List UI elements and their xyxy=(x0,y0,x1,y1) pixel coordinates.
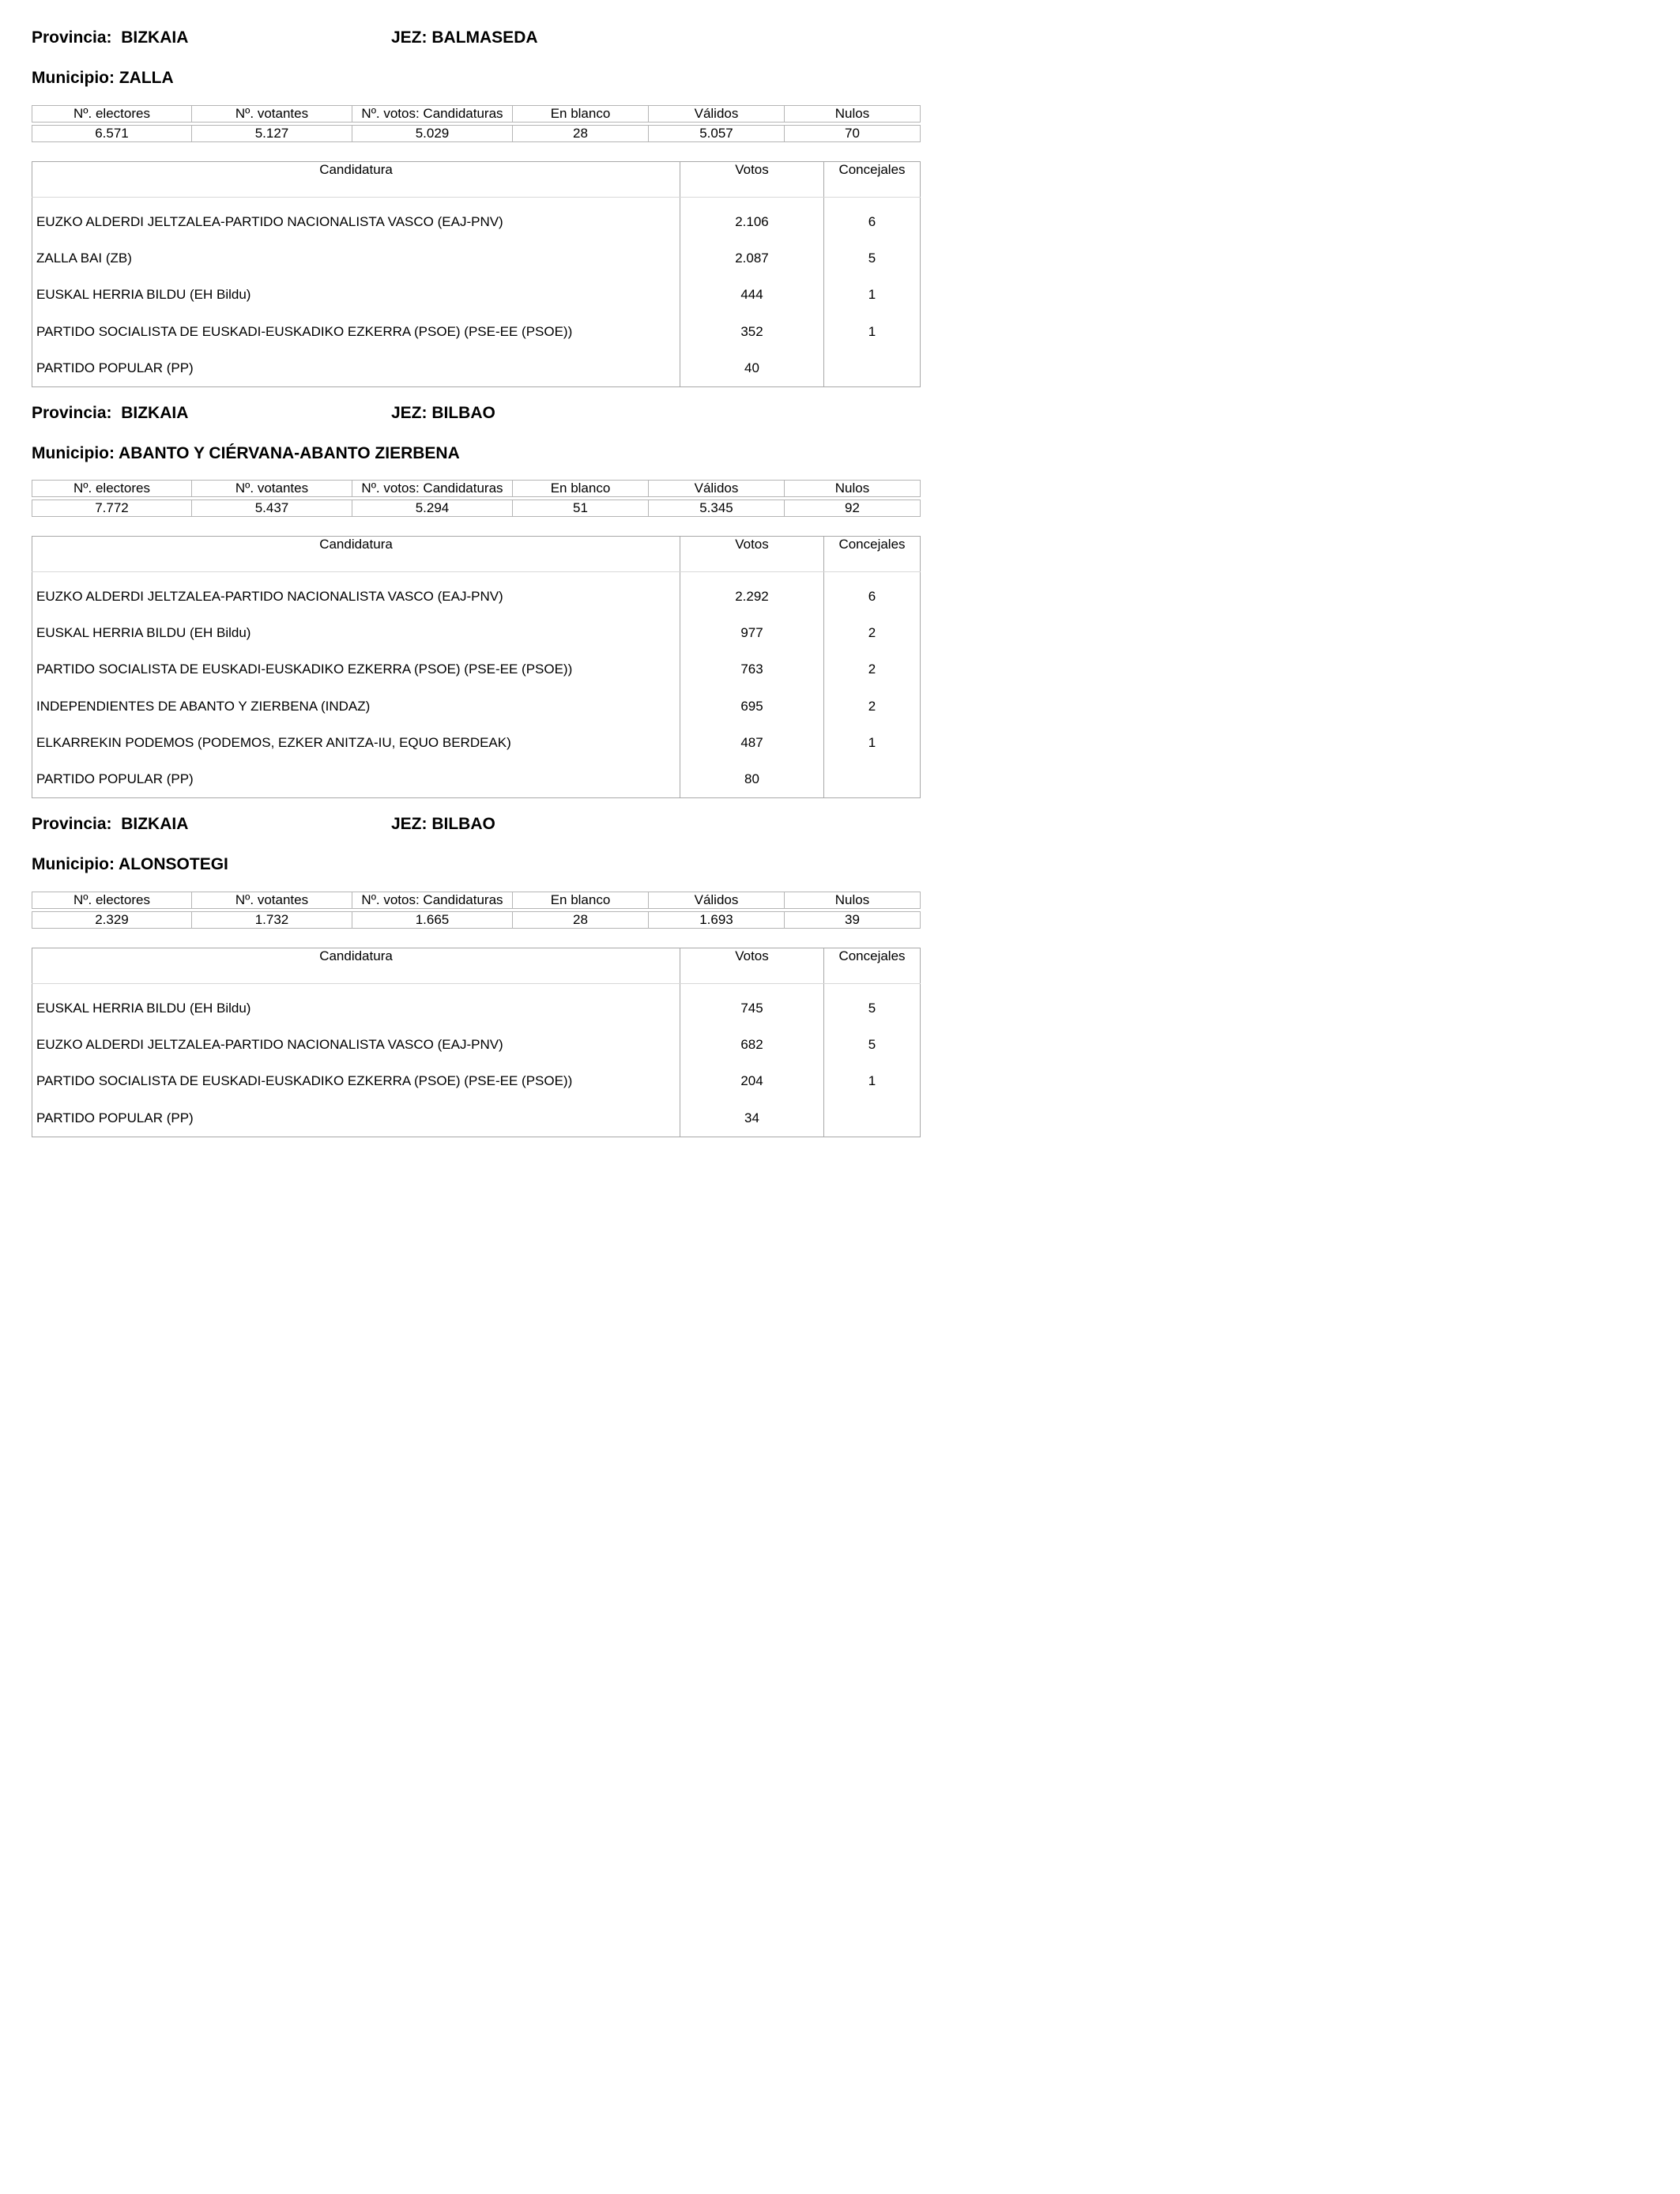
candidate-row xyxy=(32,579,921,615)
candidate-name: EUZKO ALDERDI JELTZALEA-PARTIDO NACIONALISTA VASCO (EAJ-PNV) xyxy=(32,579,680,615)
stats-value-nulos: 39 xyxy=(785,912,921,929)
candidatura-header: Candidatura xyxy=(32,537,680,572)
candidate-votes: 745 xyxy=(680,990,824,1027)
stats-value-validos: 1.693 xyxy=(649,912,785,929)
candidate-row xyxy=(32,1063,921,1099)
municipio-heading xyxy=(32,69,174,88)
candidate-name: EUSKAL HERRIA BILDU (EH Bildu) xyxy=(32,990,680,1027)
stats-value-nulos: 70 xyxy=(785,126,921,142)
candidate-name: EUZKO ALDERDI JELTZALEA-PARTIDO NACIONALISTA VASCO (EAJ-PNV) xyxy=(32,204,680,240)
jez-value: BILBAO xyxy=(431,404,495,422)
stats-value-electores: 7.772 xyxy=(32,500,192,517)
concejales-header: Concejales xyxy=(824,948,921,984)
stats-table xyxy=(32,105,921,142)
jez-value: BILBAO xyxy=(431,815,495,833)
candidate-row xyxy=(32,277,921,313)
stats-header-en-blanco: En blanco xyxy=(513,892,649,909)
stats-header-votantes: Nº. votantes xyxy=(192,892,352,909)
provincia-value: BIZKAIA xyxy=(121,404,189,422)
candidate-votes: 977 xyxy=(680,615,824,651)
candidate-name: PARTIDO SOCIALISTA DE EUSKADI-EUSKADIKO EZKERRA (PSOE) (PSE-EE (PSOE)) xyxy=(32,1063,680,1099)
candidate-row xyxy=(32,761,921,798)
candidate-concejales: 2 xyxy=(868,662,876,677)
municipio-label: Municipio: xyxy=(32,855,115,873)
jez-heading xyxy=(391,28,538,47)
candidate-concejales: 1 xyxy=(868,1073,876,1089)
candidate-name: PARTIDO SOCIALISTA DE EUSKADI-EUSKADIKO EZKERRA (PSOE) (PSE-EE (PSOE)) xyxy=(32,651,680,688)
candidate-row xyxy=(32,350,921,387)
candidate-votes: 444 xyxy=(680,277,824,313)
candidate-row xyxy=(32,240,921,277)
provincia-heading xyxy=(32,28,188,47)
stats-header-validos: Válidos xyxy=(649,892,785,909)
provincia-value: BIZKAIA xyxy=(121,28,189,47)
stats-header-nulos: Nulos xyxy=(785,106,921,123)
jez-label: JEZ: xyxy=(391,815,428,833)
jez-value: BALMASEDA xyxy=(431,28,538,47)
municipio-value: ABANTO Y CIÉRVANA-ABANTO ZIERBENA xyxy=(119,444,460,462)
stats-value-votantes: 5.437 xyxy=(192,500,352,517)
jez-heading xyxy=(391,404,495,423)
candidate-row xyxy=(32,725,921,761)
stats-header-electores: Nº. electores xyxy=(32,106,192,123)
provincia-value: BIZKAIA xyxy=(121,815,189,833)
candidate-votes: 40 xyxy=(680,350,824,387)
candidate-votes: 2.292 xyxy=(680,579,824,615)
candidate-row xyxy=(32,1100,921,1137)
candidate-votes: 2.087 xyxy=(680,240,824,277)
candidates-header-row xyxy=(32,537,921,572)
candidatura-header: Candidatura xyxy=(32,162,680,198)
candidate-name: PARTIDO POPULAR (PP) xyxy=(32,1100,680,1137)
votos-header: Votos xyxy=(680,948,824,984)
candidate-concejales: 6 xyxy=(868,214,876,230)
provincia-heading xyxy=(32,404,188,423)
provincia-heading xyxy=(32,815,188,834)
candidate-row xyxy=(32,688,921,725)
candidate-row xyxy=(32,990,921,1027)
stats-value-votos-candidaturas: 5.029 xyxy=(352,126,513,142)
stats-header-row xyxy=(32,481,921,497)
candidate-votes: 352 xyxy=(680,314,824,350)
stats-header-nulos: Nulos xyxy=(785,892,921,909)
candidate-votes: 682 xyxy=(680,1027,824,1063)
jez-heading xyxy=(391,815,495,834)
stats-values-row xyxy=(32,500,921,517)
provincia-label: Provincia: xyxy=(32,404,112,422)
stats-value-votantes: 1.732 xyxy=(192,912,352,929)
candidate-name: EUZKO ALDERDI JELTZALEA-PARTIDO NACIONALISTA VASCO (EAJ-PNV) xyxy=(32,1027,680,1063)
candidate-row xyxy=(32,651,921,688)
candidate-row xyxy=(32,615,921,651)
candidate-concejales: 6 xyxy=(868,589,876,605)
stats-value-validos: 5.057 xyxy=(649,126,785,142)
candidate-name: INDEPENDIENTES DE ABANTO Y ZIERBENA (INDAZ) xyxy=(32,688,680,725)
municipio-label: Municipio: xyxy=(32,69,115,87)
stats-header-row xyxy=(32,892,921,909)
stats-value-validos: 5.345 xyxy=(649,500,785,517)
stats-header-votos-candidaturas: Nº. votos: Candidaturas xyxy=(352,481,513,497)
candidate-row xyxy=(32,1027,921,1063)
candidate-concejales xyxy=(824,761,921,798)
concejales-header: Concejales xyxy=(824,537,921,572)
candidate-concejales: 5 xyxy=(868,1037,876,1053)
votos-header: Votos xyxy=(680,162,824,198)
stats-header-en-blanco: En blanco xyxy=(513,106,649,123)
candidate-concejales: 5 xyxy=(868,1001,876,1016)
municipio-heading xyxy=(32,855,228,874)
candidate-concejales: 5 xyxy=(868,251,876,266)
candidate-votes: 763 xyxy=(680,651,824,688)
stats-value-votantes: 5.127 xyxy=(192,126,352,142)
candidates-header-row xyxy=(32,162,921,198)
stats-header-votos-candidaturas: Nº. votos: Candidaturas xyxy=(352,106,513,123)
candidate-concejales: 2 xyxy=(868,625,876,641)
stats-table xyxy=(32,480,921,517)
provincia-label: Provincia: xyxy=(32,815,112,833)
stats-header-nulos: Nulos xyxy=(785,481,921,497)
municipio-label: Municipio: xyxy=(32,444,115,462)
candidatura-header: Candidatura xyxy=(32,948,680,984)
stats-values-row xyxy=(32,912,921,929)
provincia-label: Provincia: xyxy=(32,28,112,47)
stats-value-electores: 6.571 xyxy=(32,126,192,142)
candidate-concejales: 1 xyxy=(868,287,876,303)
jez-label: JEZ: xyxy=(391,28,428,47)
stats-header-en-blanco: En blanco xyxy=(513,481,649,497)
stats-value-nulos: 92 xyxy=(785,500,921,517)
candidates-table xyxy=(32,536,921,798)
candidates-table xyxy=(32,948,921,1137)
candidate-votes: 695 xyxy=(680,688,824,725)
candidate-name: ZALLA BAI (ZB) xyxy=(32,240,680,277)
stats-value-en-blanco: 51 xyxy=(513,500,649,517)
candidates-header-row xyxy=(32,948,921,984)
candidate-concejales: 2 xyxy=(868,698,876,714)
candidate-name: PARTIDO POPULAR (PP) xyxy=(32,350,680,387)
stats-value-en-blanco: 28 xyxy=(513,126,649,142)
candidate-votes: 80 xyxy=(680,761,824,798)
candidate-concejales xyxy=(824,1100,921,1137)
candidate-row xyxy=(32,204,921,240)
stats-header-electores: Nº. electores xyxy=(32,892,192,909)
concejales-header: Concejales xyxy=(824,162,921,198)
stats-value-votos-candidaturas: 1.665 xyxy=(352,912,513,929)
jez-label: JEZ: xyxy=(391,404,428,422)
candidate-votes: 2.106 xyxy=(680,204,824,240)
candidate-name: PARTIDO POPULAR (PP) xyxy=(32,761,680,798)
candidate-name: PARTIDO SOCIALISTA DE EUSKADI-EUSKADIKO EZKERRA (PSOE) (PSE-EE (PSOE)) xyxy=(32,314,680,350)
stats-header-votos-candidaturas: Nº. votos: Candidaturas xyxy=(352,892,513,909)
stats-value-votos-candidaturas: 5.294 xyxy=(352,500,513,517)
municipio-heading xyxy=(32,444,460,463)
candidate-row xyxy=(32,314,921,350)
candidate-concejales: 1 xyxy=(868,734,876,750)
candidate-votes: 487 xyxy=(680,725,824,761)
municipio-value: ALONSOTEGI xyxy=(119,855,228,873)
candidate-votes: 204 xyxy=(680,1063,824,1099)
candidate-concejales xyxy=(824,350,921,387)
candidates-table xyxy=(32,161,921,387)
document-page xyxy=(0,0,948,1227)
candidate-name: ELKARREKIN PODEMOS (PODEMOS, EZKER ANITZA-IU, EQUO BERDEAK) xyxy=(32,725,680,761)
candidate-name: EUSKAL HERRIA BILDU (EH Bildu) xyxy=(32,615,680,651)
stats-table xyxy=(32,892,921,929)
stats-header-validos: Válidos xyxy=(649,106,785,123)
stats-header-votantes: Nº. votantes xyxy=(192,481,352,497)
stats-header-votantes: Nº. votantes xyxy=(192,106,352,123)
candidate-votes: 34 xyxy=(680,1100,824,1137)
municipio-value: ZALLA xyxy=(119,69,174,87)
stats-value-electores: 2.329 xyxy=(32,912,192,929)
stats-header-validos: Válidos xyxy=(649,481,785,497)
candidate-concejales: 1 xyxy=(868,323,876,339)
stats-values-row xyxy=(32,126,921,142)
stats-header-row xyxy=(32,106,921,123)
stats-header-electores: Nº. electores xyxy=(32,481,192,497)
votos-header: Votos xyxy=(680,537,824,572)
stats-value-en-blanco: 28 xyxy=(513,912,649,929)
candidate-name: EUSKAL HERRIA BILDU (EH Bildu) xyxy=(32,277,680,313)
